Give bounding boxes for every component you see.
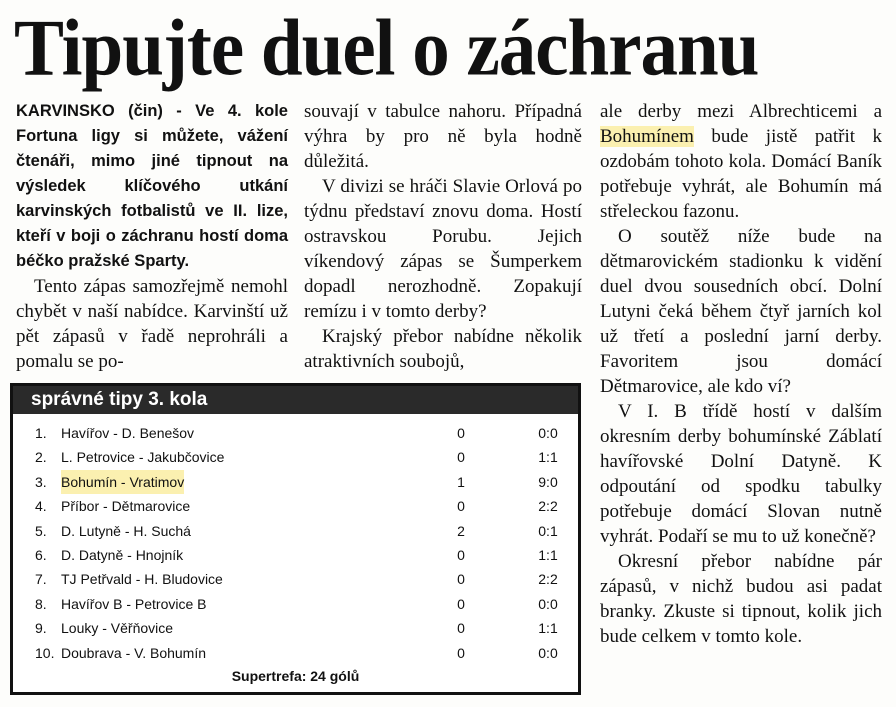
match-score: 0:0	[538, 425, 558, 441]
tip-value: 0	[457, 644, 465, 661]
table-row	[13, 494, 578, 518]
match-name: Příbor - Dětmarovice	[61, 498, 191, 515]
table-row	[13, 567, 578, 591]
body-paragraph: V I. B třídě hostí v dalším okresním derby bohumínské Záblatí havířovské Dolní Datyně. K odpoutání od spodku tabulky potřebuje domácí Slovan nutně vyhrát. Podaří se mu to už konečně?	[600, 401, 882, 547]
text-run: bude jistě patřit k ozdobám tohoto kola. Domácí Baník potřebuje vyhrát, ale Bohumín má střeleckou fazonu.	[600, 126, 882, 222]
match-score: 9:0	[538, 473, 558, 490]
match-score: 1:1	[538, 449, 558, 466]
match-name: TJ Petřvald - H. Bludovice	[61, 571, 223, 588]
article-column-1	[16, 99, 288, 374]
match-score: 2:2	[538, 498, 558, 515]
row-number: 10.	[35, 644, 55, 661]
body-paragraph	[600, 99, 882, 224]
tip-value: 0	[457, 425, 465, 441]
match-name: Doubrava - V. Bohumín	[61, 644, 207, 661]
match-name: D. Datyně - Hnojník	[61, 546, 184, 563]
article-column-2	[304, 99, 582, 374]
row-number: 7.	[35, 571, 47, 588]
body-paragraph: V divizi se hráči Slavie Orlová po týdnu představí znovu doma. Hostí ostravskou Porubu. Jejich víkendový zápas se Šumperkem dopadl nerozhodně. Zopakují remízu i v tomto derby?	[304, 176, 582, 322]
match-score: 0:1	[538, 522, 558, 539]
row-number: 8.	[35, 595, 47, 612]
headline: Tipujte duel o záchranu	[14, 3, 759, 93]
table-row	[13, 543, 578, 567]
match-score: 0:0	[538, 595, 558, 612]
table-row	[13, 641, 578, 665]
body-paragraph: Tento zápas samozřejmě nemohl chybět v naší nabídce. Karvinští už pět zápasů v řadě neprohráli a pomalu se po-	[16, 276, 288, 372]
match-name: L. Petrovice - Jakubčovice	[61, 449, 225, 466]
table-row	[13, 445, 578, 469]
body-paragraph: souvají v tabulce nahoru. Případná výhra by pro ně byla hodně důležitá.	[304, 101, 582, 172]
tips-box-title: správné tipy 3. kola	[13, 386, 578, 414]
tip-value: 0	[457, 595, 465, 612]
table-row	[13, 519, 578, 543]
row-number: 4.	[35, 498, 47, 515]
match-score: 2:2	[538, 571, 558, 588]
table-row	[13, 470, 578, 494]
match-score: 1:1	[538, 620, 558, 637]
row-number: 6.	[35, 546, 47, 563]
tip-value: 0	[457, 546, 465, 563]
row-number: 9.	[35, 620, 47, 637]
match-name: Louky - Věřňovice	[61, 620, 174, 637]
supertrefa-total: Supertrefa: 24 gólů	[231, 668, 360, 684]
highlighted-text: Bohumínem	[600, 126, 694, 147]
tip-value: 0	[457, 449, 465, 466]
match-name: D. Lutyně - H. Suchá	[61, 522, 191, 539]
body-paragraph: Okresní přebor nabídne pár zápasů, v nichž budou asi padat branky. Zkuste si tipnout, kolik jich bude celkem v tomto kole.	[600, 551, 882, 647]
body-paragraph: O soutěž níže bude na dětmarovickém stadionku k vidění duel dvou sousedních obcí. Dolní Lutyni čeká během čtyř jarních kol už třetí a poslední jarní derby. Favoritem jsou domácí Dětmarovice, ale kdo ví?	[600, 226, 882, 397]
article-column-3	[600, 99, 882, 649]
tip-value: 0	[457, 571, 465, 588]
match-name: Havířov B - Petrovice B	[61, 595, 207, 612]
row-number: 5.	[35, 522, 47, 539]
tip-value: 2	[457, 522, 465, 539]
tip-value: 1	[457, 473, 465, 490]
match-name: Havířov - D. Benešov	[61, 425, 195, 441]
tips-box	[10, 383, 581, 695]
table-row	[13, 616, 578, 640]
table-row	[13, 592, 578, 616]
body-paragraph: Krajský přebor nabídne několik atraktivních soubojů,	[304, 326, 582, 372]
match-score: 1:1	[538, 546, 558, 563]
match-name: Bohumín - Vratimov	[61, 470, 184, 494]
lead-paragraph: KARVINSKO (čin) - Ve 4. kole Fortuna ligy si můžete, vážení čtenáři, mimo jiné tipnout na výsledek klíčového utkání karvinských fotbalistů ve II. lize, kteří v boji o záchranu hostí doma béčko pražské Sparty.	[16, 102, 288, 270]
match-score: 0:0	[538, 644, 558, 661]
tip-value: 0	[457, 620, 465, 637]
row-number: 1.	[35, 425, 47, 441]
tip-value: 0	[457, 498, 465, 515]
table-row	[13, 421, 578, 445]
text-run: ale derby mezi Albrechticemi a	[600, 101, 882, 122]
row-number: 3.	[35, 473, 47, 490]
row-number: 2.	[35, 449, 47, 466]
tips-table	[13, 421, 578, 665]
